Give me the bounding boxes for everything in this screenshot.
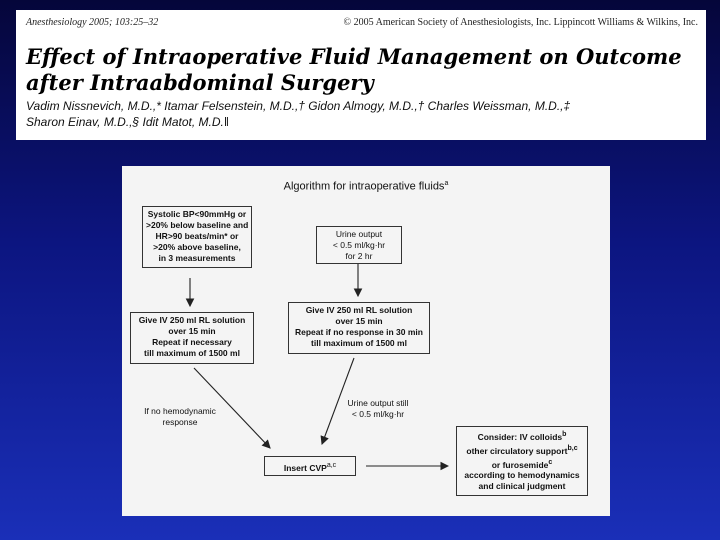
give-rl-box-right: Give IV 250 ml RL solution over 15 min Repeat if no response in 30 min till maximum of 1500 ml <box>288 302 430 354</box>
hemodynamic-criteria-box: Systolic BP<90mmHg or >20% below baseline and HR>90 beats/min* or >20% above baseline, in 3 measurements <box>142 206 252 268</box>
journal-citation: Anesthesiology 2005; 103:25–32 <box>26 17 159 28</box>
authors-line1: Vadim Nissnevich, M.D.,* Itamar Felsenstein, M.D.,† Gidon Almogy, M.D.,† Charles Weissman, M.D.,‡ <box>26 99 571 113</box>
urine-output-box: Urine output < 0.5 ml/kg·hr for 2 hr <box>316 226 402 264</box>
insert-cvp-box: Insert CVP$^{a,c}$ <box>264 456 356 476</box>
paper-header <box>16 10 706 140</box>
authors-line2: Sharon Einav, M.D.,§ Idit Matot, M.D.‖ <box>26 115 229 129</box>
consider-box: Consider: IV colloids$^b$ other circulatory support$^{b,c}$ or furosemide$^c$ according to hemodynamics and clinical judgment <box>456 426 588 496</box>
give-rl-box-left: Give IV 250 ml RL solution over 15 min Repeat if necessary till maximum of 1500 ml <box>130 312 254 364</box>
paper-title-line1: Effect of Intraoperative Fluid Management on Outcome <box>26 44 682 69</box>
paper-title-line2: after Intraabdominal Surgery <box>26 70 374 95</box>
figure-title: Algorithm for intraoperative fluids$^a$ <box>283 180 449 193</box>
algorithm-figure <box>122 166 610 516</box>
no-hemodynamic-response-label: If no hemodynamic response <box>144 406 216 427</box>
urine-output-still-label: Urine output still < 0.5 ml/kg·hr <box>347 398 409 419</box>
paper-title <box>26 44 696 96</box>
copyright-notice: © 2005 American Society of Anesthesiologists, Inc. Lippincott Williams & Wilkins, Inc. <box>343 17 698 28</box>
author-list <box>26 98 696 130</box>
